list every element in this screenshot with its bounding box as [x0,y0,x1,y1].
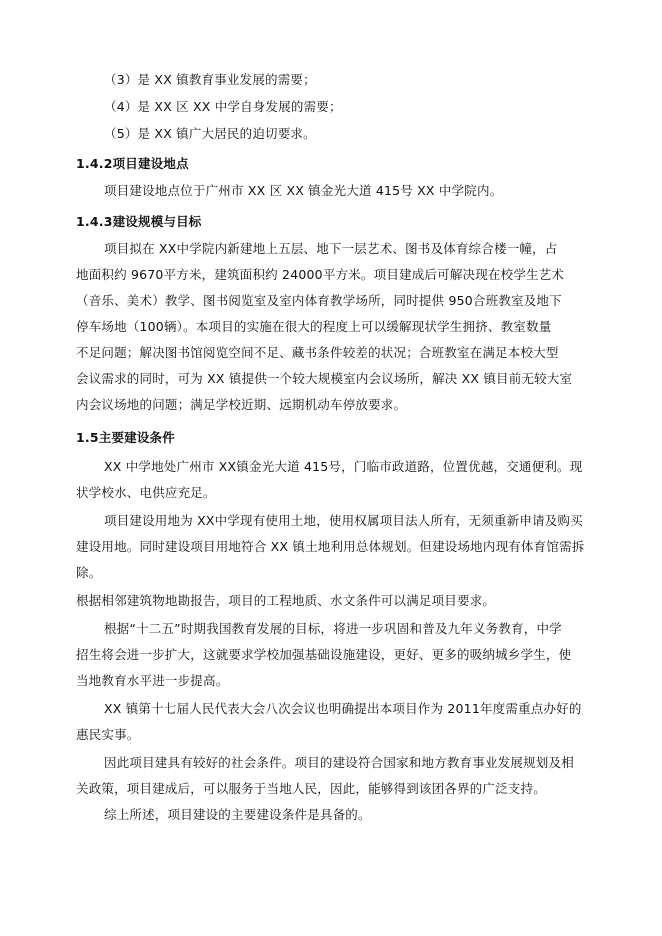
paragraph-line: XX 中学地处广州市 XX镇金光大道 415号，门临市政道路，位置优越，交通便利。现 [104,459,583,474]
paragraph-line: 惠民实事。 [76,727,140,742]
paragraph-line: XX 镇第十七届人民代表大会八次会议也明确提出本项目作为 2011年度需重点办好的 [104,701,582,716]
paragraph-line: 内会议场地的问题；满足学校近期、远期机动车停放要求。 [76,397,407,412]
heading-1-4-2: 1.4.2项目建设地点 [76,156,189,171]
paragraph-line: （音乐、美术）教学、图书阅览室及室内体育教学场所，同时提供 950合班教室及地下 [76,293,562,308]
paragraph-line: 建设用地。同时建设项目用地符合 XX 镇土地利用总体规划。但建设场地内现有体育馆需拆 [76,539,585,554]
heading-1-5: 1.5主要建设条件 [76,430,175,445]
paragraph-line: 停车场地（100辆）。本项目的实施在很大的程度上可以缓解现状学生拥挤、教室数量 [76,319,552,334]
paragraph-line: 会议需求的同时，可为 XX 镇提供一个较大规模室内会议场所，解决 XX 镇目前无较大室 [76,371,573,386]
heading-1-4-3: 1.4.3建设规模与目标 [76,214,202,229]
paragraph-line: 根据“十二五”时期我国教育发展的目标，将进一步巩固和普及九年义务教育，中学 [104,621,562,636]
paragraph-line: 项目拟在 XX中学院内新建地上五层、地下一层艺术、图书及体育综合楼一幢，占 [104,241,558,256]
paragraph-line: 当地教育水平进一步提高。 [76,673,229,688]
paragraph-line: 根据相邻建筑物地勘报告，项目的工程地质、水文条件可以满足项目要求。 [76,593,496,608]
list-item-4: （4）是 XX 区 XX 中学自身发展的需要； [104,99,342,114]
paragraph-line: 地面积约 9670平方米，建筑面积约 24000平方米。项目建成后可解决现在校学生艺术 [76,267,565,282]
paragraph-line: 项目建设地点位于广州市 XX 区 XX 镇金光大道 415号 XX 中学院内。 [104,183,503,198]
paragraph-line: 招生将会进一步扩大，这就要求学校加强基础设施建设，更好、更多的吸纳城乡学生，使 [76,647,572,662]
paragraph-line: 除。 [76,565,102,580]
paragraph-line: 综上所述，项目建设的主要建设条件是具备的。 [104,807,371,822]
paragraph-line: 状学校水、电供应充足。 [76,485,216,500]
list-item-3: （3）是 XX 镇教育事业发展的需要； [104,72,316,87]
paragraph-line: 不足问题；解决图书馆阅览空间不足、藏书条件较差的状况；合班教室在满足本校大型 [76,345,559,360]
paragraph-line: 因此项目建具有较好的社会条件。项目的建设符合国家和地方教育事业发展规划及相 [104,755,574,770]
paragraph-line: 项目建设用地为 XX中学现有使用土地，使用权属项目法人所有，无须重新申请及购买 [104,513,583,528]
list-item-5: （5）是 XX 镇广大居民的迫切要求。 [104,126,316,141]
paragraph-line: 关政策，项目建成后，可以服务于当地人民，因此，能够得到该团各界的广泛支持。 [76,781,546,796]
